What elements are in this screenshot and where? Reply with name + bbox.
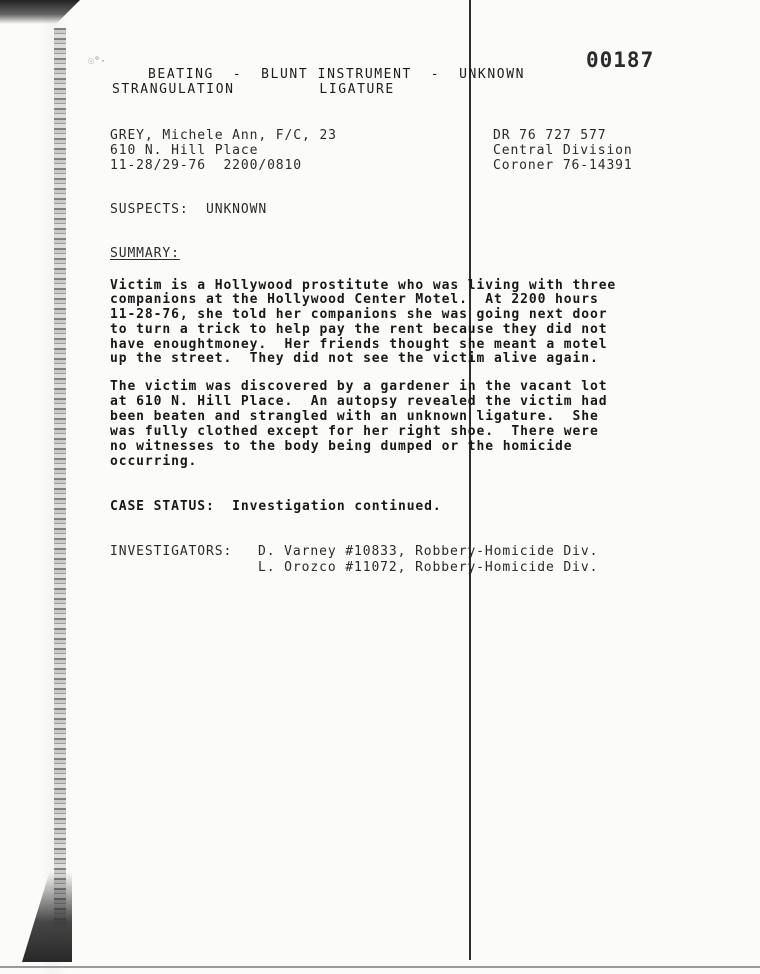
investigators-label: INVESTIGATORS: [110, 544, 233, 559]
summary-line: Victim is a Hollywood prostitute who was living with three [110, 278, 617, 293]
coroner-number: Coroner 76-14391 [493, 158, 633, 173]
summary-line: 11-28-76, she told her companions she was going next door [110, 307, 608, 322]
summary-line: was fully clothed except for her right shoe. There were [110, 424, 599, 439]
document-number: 00187 [586, 48, 655, 72]
investigator-line: L. Orozco #11072, Robbery-Homicide Div. [258, 560, 599, 575]
victim-address: 610 N. Hill Place [110, 143, 259, 158]
binding-shadow-top [0, 0, 80, 24]
header-line-1: BEATING - BLUNT INSTRUMENT - UNKNOWN [148, 67, 526, 82]
summary-line: to turn a trick to help pay the rent because they did not [110, 322, 608, 337]
division: Central Division [493, 143, 633, 158]
summary-line: up the street. They did not see the victim alive again. [110, 351, 599, 366]
bottom-rule [0, 966, 760, 968]
summary-line: been beaten and strangled with an unknown ligature. She [110, 409, 599, 424]
header-line-2: STRANGULATION LIGATURE [112, 82, 395, 97]
dr-number: DR 76 727 577 [493, 128, 607, 143]
incident-date-time: 11-28/29-76 2200/0810 [110, 158, 302, 173]
summary-line: The victim was discovered by a gardener in the vacant lot [110, 379, 608, 394]
investigator-line: D. Varney #10833, Robbery-Homicide Div. [258, 544, 599, 559]
fold-line [469, 0, 471, 960]
summary-line: occurring. [110, 454, 198, 469]
summary-line: companions at the Hollywood Center Motel. At 2200 hours [110, 292, 599, 307]
binding-shadow-bottom [22, 872, 72, 962]
victim-name: GREY, Michele Ann, F/C, 23 [110, 128, 337, 143]
summary-line: no witnesses to the body being dumped or the homicide [110, 439, 573, 454]
binding-edge [0, 0, 82, 974]
summary-line: at 610 N. Hill Place. An autopsy revealed the victim had [110, 394, 608, 409]
summary-line: have enoughtmoney. Her friends thought she meant a motel [110, 337, 608, 352]
corner-mark: ☉°· [88, 56, 107, 67]
case-status: CASE STATUS: Investigation continued. [110, 499, 442, 514]
binding-strip [54, 28, 66, 928]
suspects-line: SUSPECTS: UNKNOWN [110, 202, 268, 217]
summary-heading: SUMMARY: [110, 246, 180, 261]
